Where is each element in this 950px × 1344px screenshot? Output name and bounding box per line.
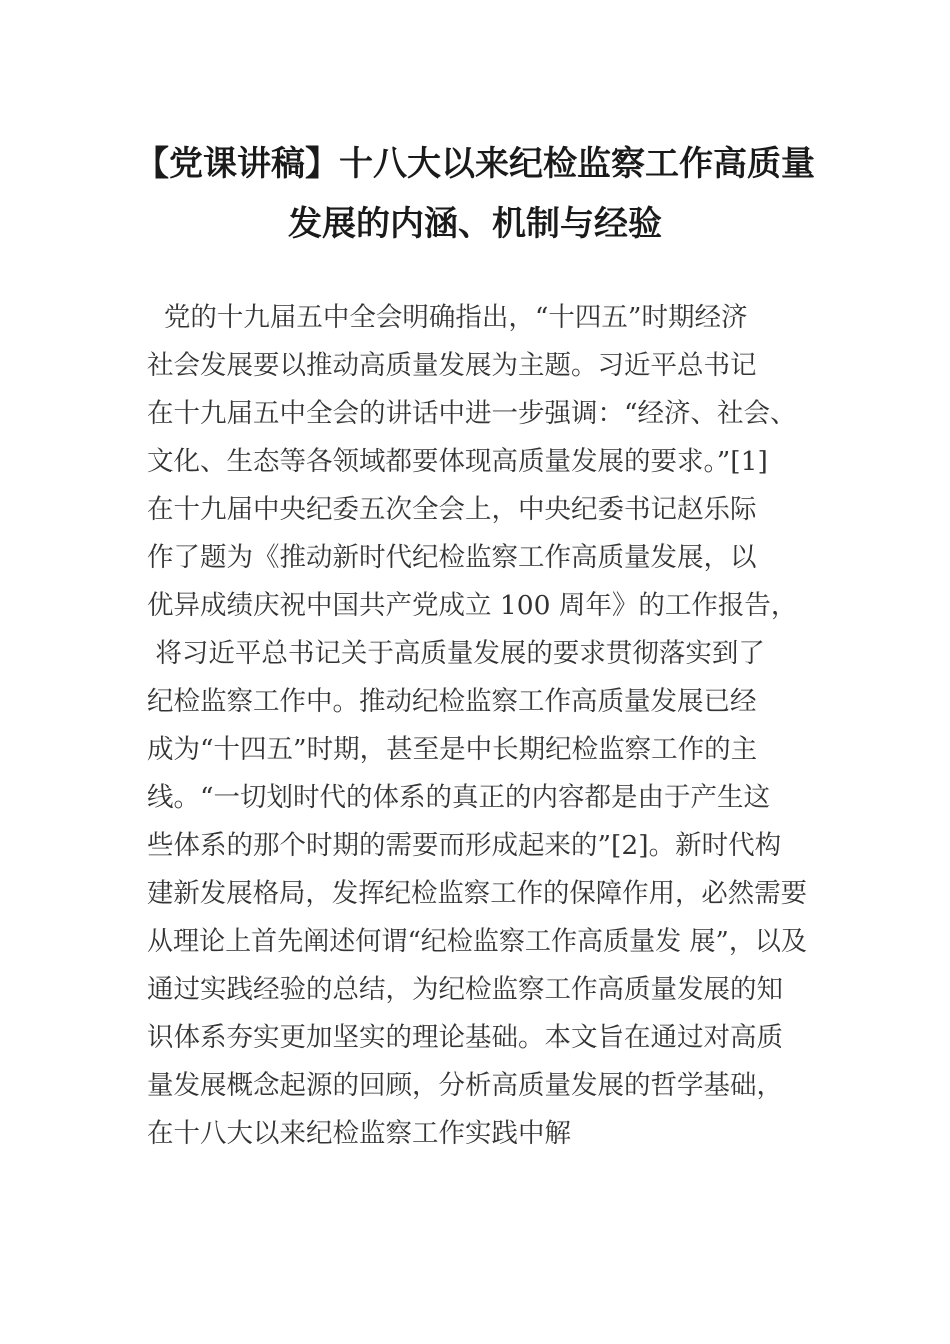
body-line-12: 些体系的那个时期的需要而形成起来的”[2]。新时代构 — [147, 830, 782, 861]
body-line-18: 在十八大以来纪检监察工作实践中解 — [147, 1118, 571, 1149]
body-line-5: 在十九届中央纪委五次全会上，中央纪委书记赵乐际 — [147, 494, 757, 525]
body-line-7: 优异成绩庆祝中国共产党成立 100 周年》的工作报告， — [147, 590, 798, 621]
body-line-17: 量发展概念起源的回顾，分析高质量发展的哲学基础， — [147, 1070, 783, 1101]
document-title-line-2: 发展的内涵、机制与经验 — [288, 204, 662, 244]
body-line-8: 将习近平总书记关于高质量发展的要求贯彻落实到了 — [147, 638, 765, 669]
body-line-2: 社会发展要以推动高质量发展为主题。习近平总书记 — [147, 350, 757, 381]
body-line-15: 通过实践经验的总结，为纪检监察工作高质量发展的知 — [147, 974, 783, 1005]
body-line-4: 文化、生态等各领域都要体现高质量发展的要求。”[1] — [147, 446, 768, 477]
body-line-3: 在十九届五中全会的讲话中进一步强调：“经济、社会、 — [147, 398, 797, 429]
body-line-11: 线。“一切划时代的体系的真正的内容都是由于产生这 — [147, 782, 771, 813]
body-line-13: 建新发展格局，发挥纪检监察工作的保障作用，必然需要 — [147, 878, 807, 909]
body-line-10: 成为“十四五”时期，甚至是中长期纪检监察工作的主 — [147, 734, 758, 765]
body-line-9: 纪检监察工作中。推动纪检监察工作高质量发展已经 — [147, 686, 757, 717]
body-line-6: 作了题为《推动新时代纪检监察工作高质量发展，以 — [147, 542, 757, 573]
body-line-16: 识体系夯实更加坚实的理论基础。本文旨在通过对高质 — [147, 1022, 783, 1053]
body-line-14: 从理论上首先阐述何谓“纪检监察工作高质量发 展”，以及 — [147, 926, 807, 957]
document-title-line-1: 【党课讲稿】十八大以来纪检监察工作高质量 — [135, 144, 815, 184]
body-line-1: 党的十九届五中全会明确指出，“十四五”时期经济 — [147, 302, 748, 333]
